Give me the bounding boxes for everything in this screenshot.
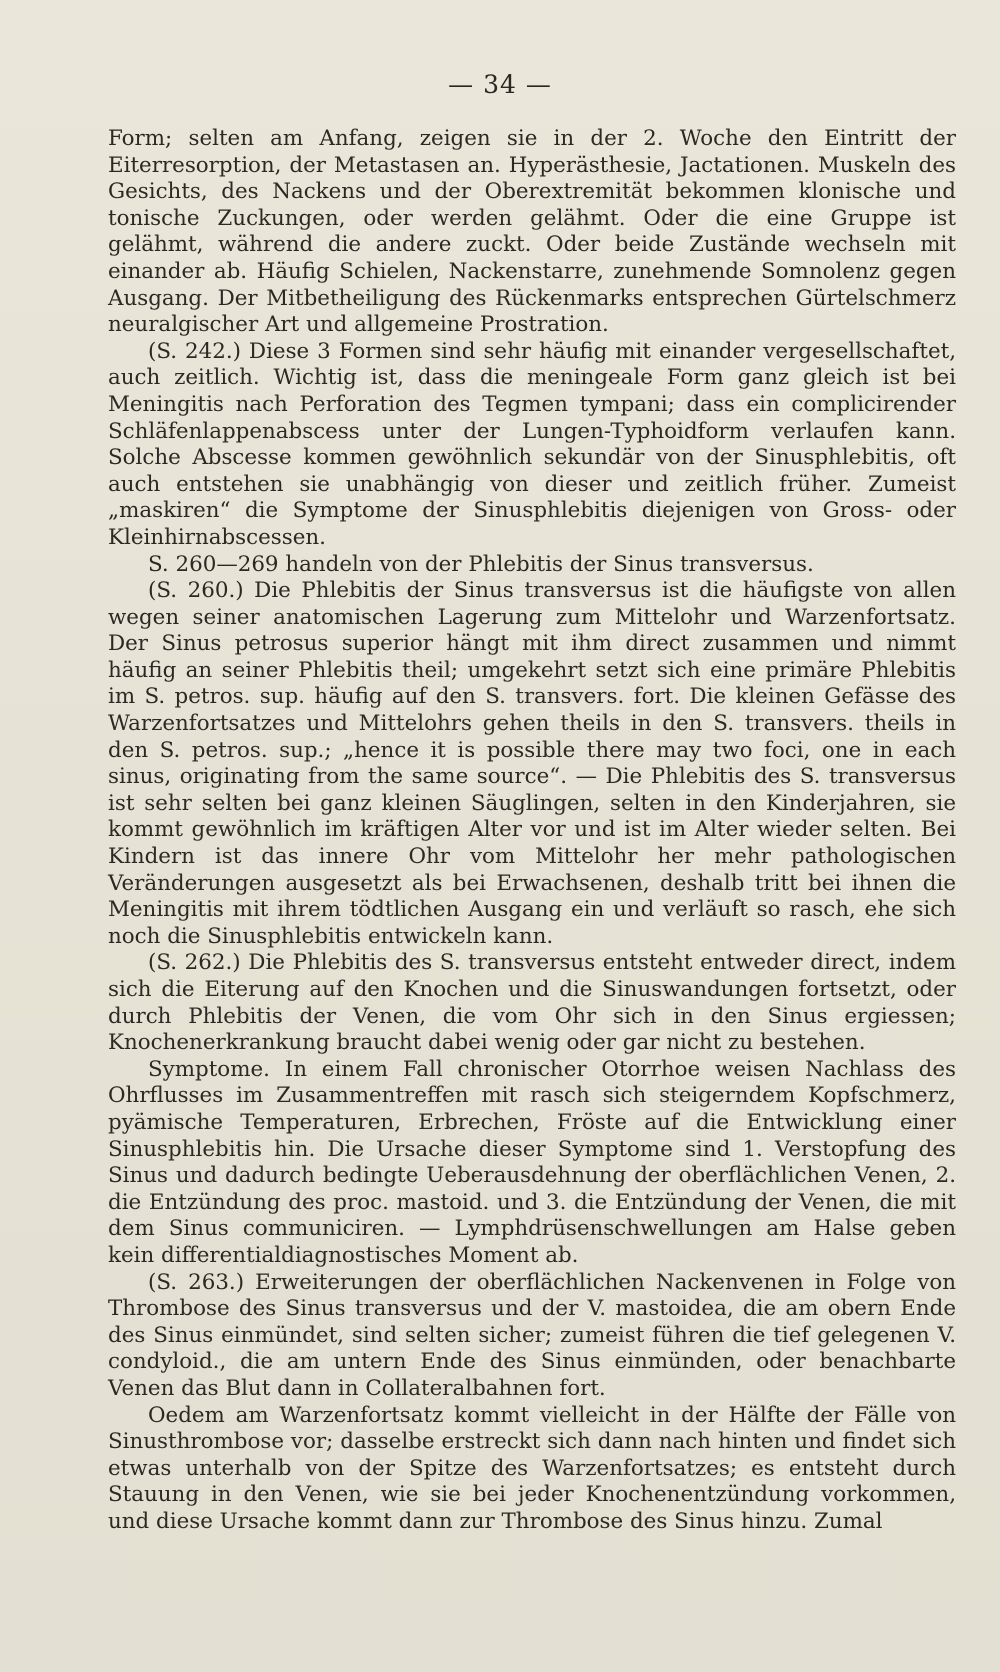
paragraph-7: (S. 263.) Erweiterungen der oberflächlichen Nackenvenen in Folge von Thrombose des Sinus transversus und der V. mastoidea, die am obern Ende des Sinus einmündet, sind selten sicher; zumeist führen die tief gelegenen V. condyloid., die am untern Ende des Sinus einmünden, oder benachbarte Venen das Blut dann in Collateralbahnen fort. xyxy=(108,1269,956,1401)
paragraph-8: Oedem am Warzenfortsatz kommt vielleicht in der Hälfte der Fälle von Sinusthrombose vor; dasselbe erstreckt sich dann nach hinten und findet sich etwas unterhalb von der Spitze des Warzenfortsatzes; es entsteht durch Stauung in den Venen, wie sie bei jeder Knochenentzündung vorkommen, und diese Ursache kommt dann zur Thrombose des Sinus hinzu. Zumal xyxy=(108,1402,956,1534)
body-text xyxy=(108,126,956,1535)
page-number: — 34 — xyxy=(448,70,552,99)
paragraph-3: S. 260—269 handeln von der Phlebitis der Sinus transversus. xyxy=(148,551,814,577)
paragraph-5: (S. 262.) Die Phlebitis des S. transversus entsteht entweder direct, indem sich die Eiterung auf den Knochen und die Sinuswandungen fortsetzt, oder durch Phlebitis der Venen, die vom Ohr sich in den Sinus ergiessen; Knochenerkrankung braucht dabei wenig oder gar nicht zu bestehen. xyxy=(108,950,956,1056)
paragraph-1: Form; selten am Anfang, zeigen sie in der 2. Woche den Eintritt der Eiterresorption, der Metastasen an. Hyperästhesie, Jactationen. Muskeln des Gesichts, des Nackens und der Oberextremität bekommen klonische und tonische Zuckungen, oder werden gelähmt. Oder die eine Gruppe ist gelähmt, während die andere zuckt. Oder beide Zustände wechseln mit einander ab. Häufig Schielen, Nackenstarre, zunehmende Somnolenz gegen Ausgang. Der Mitbetheiligung des Rückenmarks entsprechen Gürtelschmerz neuralgischer Art und allgemeine Prostration. xyxy=(108,126,956,338)
paragraph-4: (S. 260.) Die Phlebitis der Sinus transversus ist die häufigste von allen wegen seiner anatomischen Lagerung zum Mittelohr und Warzenfortsatz. Der Sinus petrosus superior hängt mit ihm direct zusammen und nimmt häufig an seiner Phlebitis theil; umgekehrt setzt sich eine primäre Phlebitis im S. petros. sup. häufig auf den S. transvers. fort. Die kleinen Gefässe des Warzenfortsatzes und Mittelohrs gehen theils in den S. transvers. theils in den S. petros. sup.; „hence it is possible there may two foci, one in each sinus, originating from the same source“. — Die Phlebitis des S. transversus ist sehr selten bei ganz kleinen Säuglingen, selten in den Kinderjahren, sie kommt gewöhnlich im kräftigen Alter vor und ist im Alter wieder selten. Bei Kindern ist das innere Ohr vom Mittelohr her mehr pathologischen Veränderungen ausgesetzt als bei Erwachsenen, deshalb tritt bei ihnen die Meningitis mit ihrem tödtlichen Ausgang ein und verläuft so rasch, ehe sich noch die Sinusphlebitis entwickeln kann. xyxy=(108,578,956,949)
paragraph-2: (S. 242.) Diese 3 Formen sind sehr häufig mit einander vergesellschaftet, auch zeitlich. Wichtig ist, dass die meningeale Form ganz gleich ist bei Meningitis nach Perforation des Tegmen tympani; dass ein complicirender Schläfenlappenabscess unter der Lungen-Typhoidform verlaufen kann. Solche Abscesse kommen gewöhnlich sekundär von der Sinusphlebitis, oft auch entstehen sie unabhängig von dieser und zeitlich früher. Zumeist „maskiren“ die Symptome der Sinusphlebitis diejenigen von Gross- oder Kleinhirnabscessen. xyxy=(108,338,956,550)
paragraph-6: Symptome. In einem Fall chronischer Otorrhoe weisen Nachlass des Ohrflusses im Zusammentreffen mit rasch sich steigerndem Kopfschmerz, pyämische Temperaturen, Erbrechen, Fröste auf die Entwicklung einer Sinusphlebitis hin. Die Ursache dieser Symptome sind 1. Verstopfung des Sinus und dadurch bedingte Ueberausdehnung der oberflächlichen Venen, 2. die Entzündung des proc. mastoid. und 3. die Entzündung der Venen, die mit dem Sinus communiciren. — Lymphdrüsenschwellungen am Halse geben kein differentialdiagnostisches Moment ab. xyxy=(108,1056,956,1268)
